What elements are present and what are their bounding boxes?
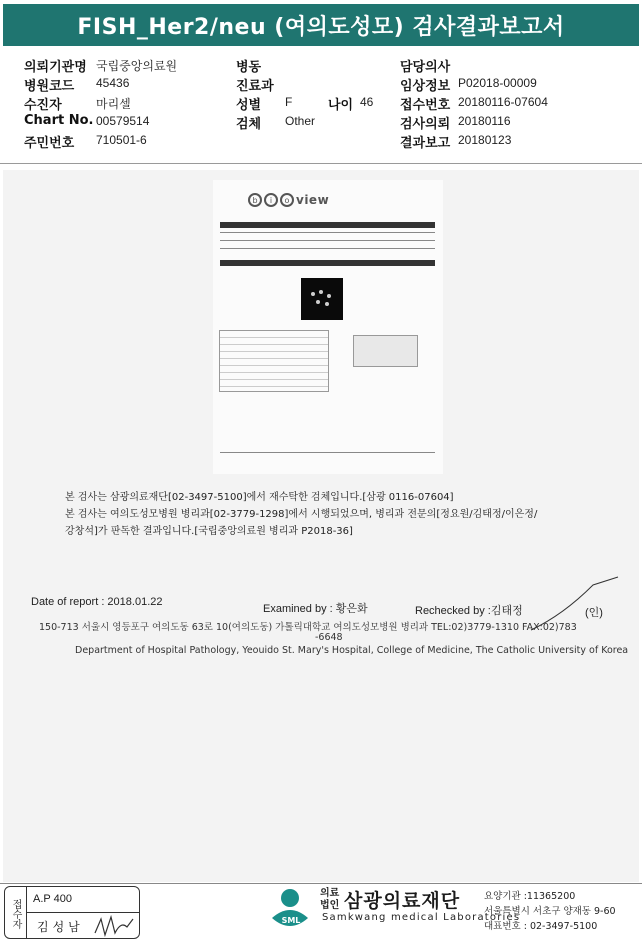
recipient-label: 수진자	[24, 98, 62, 113]
accession-label: 접수번호	[400, 98, 451, 113]
specimen-label: 검체	[236, 117, 262, 132]
note-line-1: 본 검사는 삼광의료재단[02-3497-5100]에서 재수탁한 검체입니다.[삼광 0116-07604]	[65, 492, 454, 503]
recipient-value: 마리셀	[96, 97, 131, 111]
report-title: FISH_Her2/neu (여의도성모) 검사결과보고서	[3, 4, 639, 46]
table-row	[220, 345, 328, 352]
patient-info-panel	[0, 50, 642, 150]
resident-no-value: 710501-6	[96, 133, 147, 147]
logo-text: view	[296, 193, 330, 207]
signal-count-table	[219, 330, 329, 392]
case-details-bar	[220, 222, 435, 228]
signal-dot	[319, 290, 323, 294]
sex-label: 성별	[236, 98, 262, 113]
ward-label: 병동	[236, 60, 262, 75]
license-number: 요양기관 :11365200	[484, 891, 576, 902]
age-label: 나이	[328, 98, 354, 113]
reception-stamp	[4, 886, 140, 939]
signal-dot	[325, 302, 329, 306]
examined-by: Examined by : 황은화	[263, 603, 368, 615]
org-prefix-1: 의료	[320, 888, 340, 899]
org-address: 서울특별시 서초구 양재동 9-60	[484, 906, 616, 917]
request-date-value: 20180116	[458, 114, 511, 128]
result-bar	[220, 260, 435, 266]
hospital-code-label: 병원코드	[24, 79, 75, 94]
divider	[220, 248, 435, 249]
logo-text: SML	[281, 916, 301, 925]
org-prefix	[320, 888, 339, 912]
ratio-graph	[353, 335, 418, 367]
result-date-value: 20180123	[458, 133, 512, 147]
table-row	[220, 380, 328, 387]
age-value: 46	[360, 95, 374, 109]
doctor-label: 담당의사	[400, 60, 451, 75]
table-row	[220, 352, 328, 359]
org-name: 삼광의료재단	[344, 890, 461, 912]
table-row	[220, 359, 328, 366]
divider	[0, 163, 642, 164]
bioview-logo	[248, 186, 329, 214]
divider	[220, 240, 435, 241]
date-of-report: Date of report : 2018.01.22	[31, 596, 163, 608]
table-row	[220, 373, 328, 380]
divider	[220, 452, 435, 453]
specimen-value: Other	[285, 114, 316, 128]
seal: (인)	[585, 607, 603, 619]
sex-value: F	[285, 95, 293, 109]
logo-circle-icon: b	[248, 193, 262, 207]
institution-label: 의뢰기관명	[24, 60, 87, 75]
accession-value: 20180116-07604	[458, 95, 548, 109]
clinical-info-value: P02018-00009	[458, 76, 537, 90]
address-line-2: -6648	[315, 632, 343, 643]
sml-logo-icon	[270, 888, 312, 934]
table-row	[220, 366, 328, 373]
divider	[0, 883, 642, 884]
department-label: 진료과	[236, 79, 274, 94]
request-date-label: 검사의뢰	[400, 117, 451, 132]
org-prefix-2: 법인	[320, 900, 340, 911]
signal-dot	[311, 292, 315, 296]
table-row	[220, 338, 328, 345]
signature-icon	[91, 913, 137, 939]
rechecked-by: Rechecked by :김태정	[415, 605, 523, 617]
chart-no-value: 00579514	[96, 114, 150, 128]
signal-dot	[316, 300, 320, 304]
hospital-code-value: 45436	[96, 76, 130, 90]
logo-circle-icon: o	[280, 193, 294, 207]
fish-cell-image	[301, 278, 343, 320]
table-row	[220, 331, 328, 338]
org-phone: 대표번호 : 02-3497-5100	[484, 921, 598, 932]
note-line-2: 본 검사는 여의도성모병원 병리과[02-3779-1298]에서 시행되었으며, 병리과 전문의[정요원/김태정/이은정/	[65, 509, 538, 520]
stamp-name: 김성남	[37, 920, 84, 934]
address-line-1: 150-713 서울시 영등포구 여의도동 63로 10(여의도동) 가톨릭대학교 여의도성모병원 병리과 TEL:02)3779-1310 FAX:02)783	[39, 622, 577, 633]
department-line: Department of Hospital Pathology, Yeouido St. Mary's Hospital, College of Medicine, The Catholic University of Korea	[75, 645, 629, 656]
org-name-english: Samkwang medical Laboratories	[322, 912, 521, 923]
stamp-label: 접수자	[5, 887, 27, 939]
signal-dot	[327, 294, 331, 298]
result-date-label: 결과보고	[400, 136, 451, 151]
stamp-code: A.P 400	[33, 893, 72, 905]
divider	[220, 232, 435, 233]
scanned-report	[3, 170, 639, 882]
logo-circle-icon: i	[264, 193, 278, 207]
institution-value: 국립중앙의료원	[96, 59, 178, 73]
clinical-info-label: 임상정보	[400, 79, 451, 94]
note-line-3: 강창석]가 판독한 결과입니다.[국립중앙의료원 병리과 P2018-36]	[65, 526, 353, 537]
chart-no-label: Chart No.	[24, 113, 94, 128]
resident-no-label: 주민번호	[24, 136, 75, 151]
